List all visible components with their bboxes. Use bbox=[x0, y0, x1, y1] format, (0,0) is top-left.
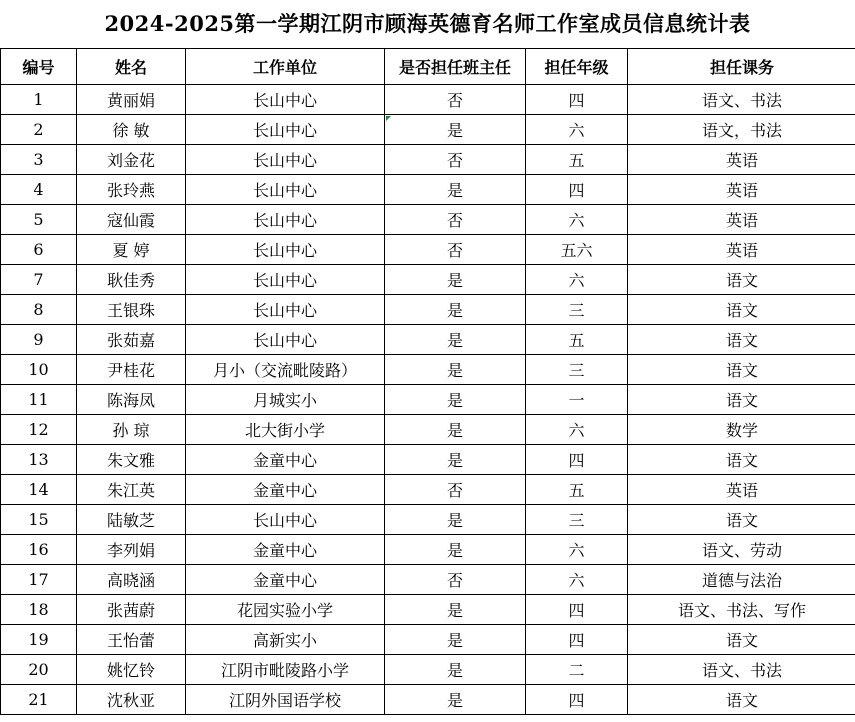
cell-head-teacher[interactable]: 是 bbox=[385, 535, 526, 565]
cell-name[interactable]: 朱江英 bbox=[77, 475, 186, 505]
table-row bbox=[1, 565, 855, 595]
cell-unit[interactable]: 长山中心 bbox=[186, 85, 385, 115]
cell-head-teacher[interactable]: 是 bbox=[385, 355, 526, 385]
cell-grade[interactable]: 六 bbox=[526, 205, 628, 235]
cell-subjects[interactable]: 语文 bbox=[628, 355, 855, 385]
cell-name[interactable]: 张茹嘉 bbox=[77, 325, 186, 355]
table-row bbox=[1, 265, 855, 295]
cell-grade[interactable]: 六 bbox=[526, 415, 628, 445]
cell-head-teacher[interactable]: 是 bbox=[385, 655, 526, 685]
header-unit[interactable]: 工作单位 bbox=[186, 49, 385, 85]
header-grade[interactable]: 担任年级 bbox=[526, 49, 628, 85]
cell-head-teacher[interactable] bbox=[385, 115, 526, 145]
cell-id[interactable]: 13 bbox=[1, 445, 77, 475]
cell-id[interactable]: 9 bbox=[1, 325, 77, 355]
table-row bbox=[1, 595, 855, 625]
cell-id[interactable]: 12 bbox=[1, 415, 77, 445]
header-head-teacher[interactable]: 是否担任班主任 bbox=[385, 49, 526, 85]
header-subjects[interactable]: 担任课务 bbox=[628, 49, 855, 85]
table-row bbox=[1, 475, 855, 505]
cell-grade[interactable]: 三 bbox=[526, 505, 628, 535]
cell-name[interactable]: 沈秋亚 bbox=[77, 685, 186, 715]
header-name[interactable]: 姓名 bbox=[77, 49, 186, 85]
cell-grade[interactable]: 五六 bbox=[526, 235, 628, 265]
cell-grade[interactable]: 六 bbox=[526, 535, 628, 565]
cell-name[interactable]: 耿佳秀 bbox=[77, 265, 186, 295]
cell-name[interactable]: 张茜蔚 bbox=[77, 595, 186, 625]
table-body bbox=[1, 85, 855, 715]
cell-head-teacher[interactable]: 是 bbox=[385, 265, 526, 295]
sheet-title: 2024-2025第一学期江阴市顾海英德育名师工作室成员信息统计表 bbox=[104, 11, 751, 36]
cell-subjects[interactable]: 语文 bbox=[628, 325, 855, 355]
header-id[interactable]: 编号 bbox=[1, 49, 77, 85]
cell-head-teacher[interactable]: 是 bbox=[385, 625, 526, 655]
cell-grade[interactable]: 四 bbox=[526, 595, 628, 625]
member-table bbox=[0, 48, 855, 715]
table-row bbox=[1, 535, 855, 565]
cell-grade[interactable]: 四 bbox=[526, 175, 628, 205]
cell-grade[interactable]: 三 bbox=[526, 355, 628, 385]
cell-unit[interactable]: 长山中心 bbox=[186, 115, 385, 145]
header-row bbox=[1, 49, 855, 85]
cell-subjects[interactable]: 语文、书法、写作 bbox=[628, 595, 855, 625]
table-row bbox=[1, 655, 855, 685]
cell-head-teacher[interactable]: 是 bbox=[385, 295, 526, 325]
cell-head-teacher[interactable]: 否 bbox=[385, 475, 526, 505]
cell-id[interactable]: 1 bbox=[1, 85, 77, 115]
table-row bbox=[1, 355, 855, 385]
cell-grade[interactable]: 三 bbox=[526, 295, 628, 325]
table-row bbox=[1, 295, 855, 325]
cell-unit[interactable]: 长山中心 bbox=[186, 265, 385, 295]
cell-name[interactable]: 王银珠 bbox=[77, 295, 186, 325]
cell-head-teacher[interactable]: 是 bbox=[385, 175, 526, 205]
cell-name[interactable]: 黄丽娟 bbox=[77, 85, 186, 115]
cell-name[interactable]: 徐 敏 bbox=[77, 115, 186, 145]
cell-unit[interactable]: 金童中心 bbox=[186, 565, 385, 595]
cell-subjects[interactable]: 语文 bbox=[628, 445, 855, 475]
cell-unit[interactable]: 金童中心 bbox=[186, 445, 385, 475]
cell-name[interactable]: 张玲燕 bbox=[77, 175, 186, 205]
cell-id[interactable]: 11 bbox=[1, 385, 77, 415]
cell-head-teacher[interactable]: 是 bbox=[385, 685, 526, 715]
cell-subjects[interactable]: 英语 bbox=[628, 475, 855, 505]
table-row bbox=[1, 115, 855, 145]
cell-name[interactable]: 陈海凤 bbox=[77, 385, 186, 415]
cell-id[interactable]: 16 bbox=[1, 535, 77, 565]
cell-grade[interactable]: 二 bbox=[526, 655, 628, 685]
cell-name[interactable]: 朱文雅 bbox=[77, 445, 186, 475]
cell-grade[interactable]: 一 bbox=[526, 385, 628, 415]
cell-subjects[interactable]: 语文，书法 bbox=[628, 115, 855, 145]
cell-head-teacher[interactable]: 否 bbox=[385, 85, 526, 115]
cell-id[interactable]: 19 bbox=[1, 625, 77, 655]
cell-id[interactable]: 17 bbox=[1, 565, 77, 595]
cell-id[interactable]: 10 bbox=[1, 355, 77, 385]
cell-unit[interactable]: 北大街小学 bbox=[186, 415, 385, 445]
cell-id[interactable]: 4 bbox=[1, 175, 77, 205]
table-row bbox=[1, 205, 855, 235]
cell-subjects[interactable]: 语文 bbox=[628, 295, 855, 325]
cell-head-teacher[interactable]: 是 bbox=[385, 325, 526, 355]
cell-head-teacher[interactable]: 是 bbox=[385, 415, 526, 445]
table-row bbox=[1, 415, 855, 445]
cell-grade[interactable]: 六 bbox=[526, 115, 628, 145]
cell-unit[interactable]: 花园实验小学 bbox=[186, 595, 385, 625]
cell-unit[interactable]: 江阴外国语学校 bbox=[186, 685, 385, 715]
cell-unit[interactable]: 月小（交流毗陵路） bbox=[186, 355, 385, 385]
cell-head-teacher[interactable]: 否 bbox=[385, 145, 526, 175]
cell-subjects[interactable]: 语文 bbox=[628, 385, 855, 415]
cell-grade[interactable]: 四 bbox=[526, 445, 628, 475]
table-row bbox=[1, 325, 855, 355]
cell-id[interactable]: 18 bbox=[1, 595, 77, 625]
cell-head-teacher[interactable]: 是 bbox=[385, 385, 526, 415]
cell-name[interactable]: 夏 婷 bbox=[77, 235, 186, 265]
cell-grade[interactable]: 四 bbox=[526, 85, 628, 115]
cell-subjects[interactable]: 英语 bbox=[628, 235, 855, 265]
cell-grade[interactable]: 六 bbox=[526, 265, 628, 295]
cell-subjects[interactable]: 语文、书法 bbox=[628, 655, 855, 685]
cell-id[interactable]: 14 bbox=[1, 475, 77, 505]
cell-unit[interactable]: 长山中心 bbox=[186, 235, 385, 265]
cell-unit[interactable]: 长山中心 bbox=[186, 145, 385, 175]
cell-id[interactable]: 6 bbox=[1, 235, 77, 265]
cell-name[interactable]: 尹桂花 bbox=[77, 355, 186, 385]
cell-unit[interactable]: 长山中心 bbox=[186, 325, 385, 355]
cell-name[interactable]: 王怡蕾 bbox=[77, 625, 186, 655]
cell-head-teacher[interactable]: 是 bbox=[385, 505, 526, 535]
cell-subjects[interactable]: 语文 bbox=[628, 505, 855, 535]
cell-unit[interactable]: 金童中心 bbox=[186, 535, 385, 565]
table-row bbox=[1, 445, 855, 475]
cell-subjects[interactable]: 英语 bbox=[628, 145, 855, 175]
cell-head-teacher[interactable]: 否 bbox=[385, 235, 526, 265]
cell-grade[interactable]: 五 bbox=[526, 145, 628, 175]
cell-unit[interactable]: 长山中心 bbox=[186, 295, 385, 325]
cell-unit[interactable]: 月城实小 bbox=[186, 385, 385, 415]
cell-subjects[interactable]: 语文、书法 bbox=[628, 85, 855, 115]
cell-comment-marker-icon bbox=[386, 116, 391, 121]
cell-subjects[interactable]: 语文 bbox=[628, 685, 855, 715]
table-row bbox=[1, 625, 855, 655]
cell-name[interactable]: 高晓涵 bbox=[77, 565, 186, 595]
cell-subjects[interactable]: 道德与法治 bbox=[628, 565, 855, 595]
table-row bbox=[1, 505, 855, 535]
cell-subjects[interactable]: 语文 bbox=[628, 265, 855, 295]
cell-subjects[interactable]: 语文、劳动 bbox=[628, 535, 855, 565]
cell-head-teacher[interactable]: 是 bbox=[385, 595, 526, 625]
cell-name[interactable]: 陆敏芝 bbox=[77, 505, 186, 535]
cell-grade[interactable]: 五 bbox=[526, 475, 628, 505]
cell-subjects[interactable]: 英语 bbox=[628, 175, 855, 205]
table-row bbox=[1, 85, 855, 115]
cell-id[interactable]: 5 bbox=[1, 205, 77, 235]
cell-id[interactable]: 20 bbox=[1, 655, 77, 685]
table-row bbox=[1, 385, 855, 415]
table-row bbox=[1, 235, 855, 265]
cell-name[interactable]: 李列娟 bbox=[77, 535, 186, 565]
cell-unit[interactable]: 长山中心 bbox=[186, 175, 385, 205]
table-row bbox=[1, 175, 855, 205]
cell-id[interactable]: 8 bbox=[1, 295, 77, 325]
cell-id[interactable]: 7 bbox=[1, 265, 77, 295]
cell-unit[interactable]: 长山中心 bbox=[186, 205, 385, 235]
cell-name[interactable]: 刘金花 bbox=[77, 145, 186, 175]
cell-id[interactable]: 21 bbox=[1, 685, 77, 715]
cell-name[interactable]: 寇仙霞 bbox=[77, 205, 186, 235]
table-row bbox=[1, 685, 855, 715]
cell-unit[interactable]: 金童中心 bbox=[186, 475, 385, 505]
table-row bbox=[1, 145, 855, 175]
cell-unit[interactable]: 江阴市毗陵路小学 bbox=[186, 655, 385, 685]
cell-subjects[interactable]: 数学 bbox=[628, 415, 855, 445]
cell-grade[interactable]: 五 bbox=[526, 325, 628, 355]
cell-grade[interactable]: 四 bbox=[526, 625, 628, 655]
cell-unit[interactable]: 高新实小 bbox=[186, 625, 385, 655]
cell-name[interactable]: 姚忆铃 bbox=[77, 655, 186, 685]
cell-head-teacher[interactable]: 否 bbox=[385, 565, 526, 595]
cell-id[interactable]: 2 bbox=[1, 115, 77, 145]
cell-grade[interactable]: 四 bbox=[526, 685, 628, 715]
cell-unit[interactable]: 长山中心 bbox=[186, 505, 385, 535]
cell-id[interactable]: 15 bbox=[1, 505, 77, 535]
cell-head-teacher[interactable]: 是 bbox=[385, 445, 526, 475]
cell-name[interactable]: 孙 琼 bbox=[77, 415, 186, 445]
cell-subjects[interactable]: 语文 bbox=[628, 625, 855, 655]
cell-subjects[interactable]: 英语 bbox=[628, 205, 855, 235]
cell-text: 是 bbox=[446, 121, 463, 140]
cell-head-teacher[interactable]: 否 bbox=[385, 205, 526, 235]
cell-grade[interactable]: 六 bbox=[526, 565, 628, 595]
cell-id[interactable]: 3 bbox=[1, 145, 77, 175]
